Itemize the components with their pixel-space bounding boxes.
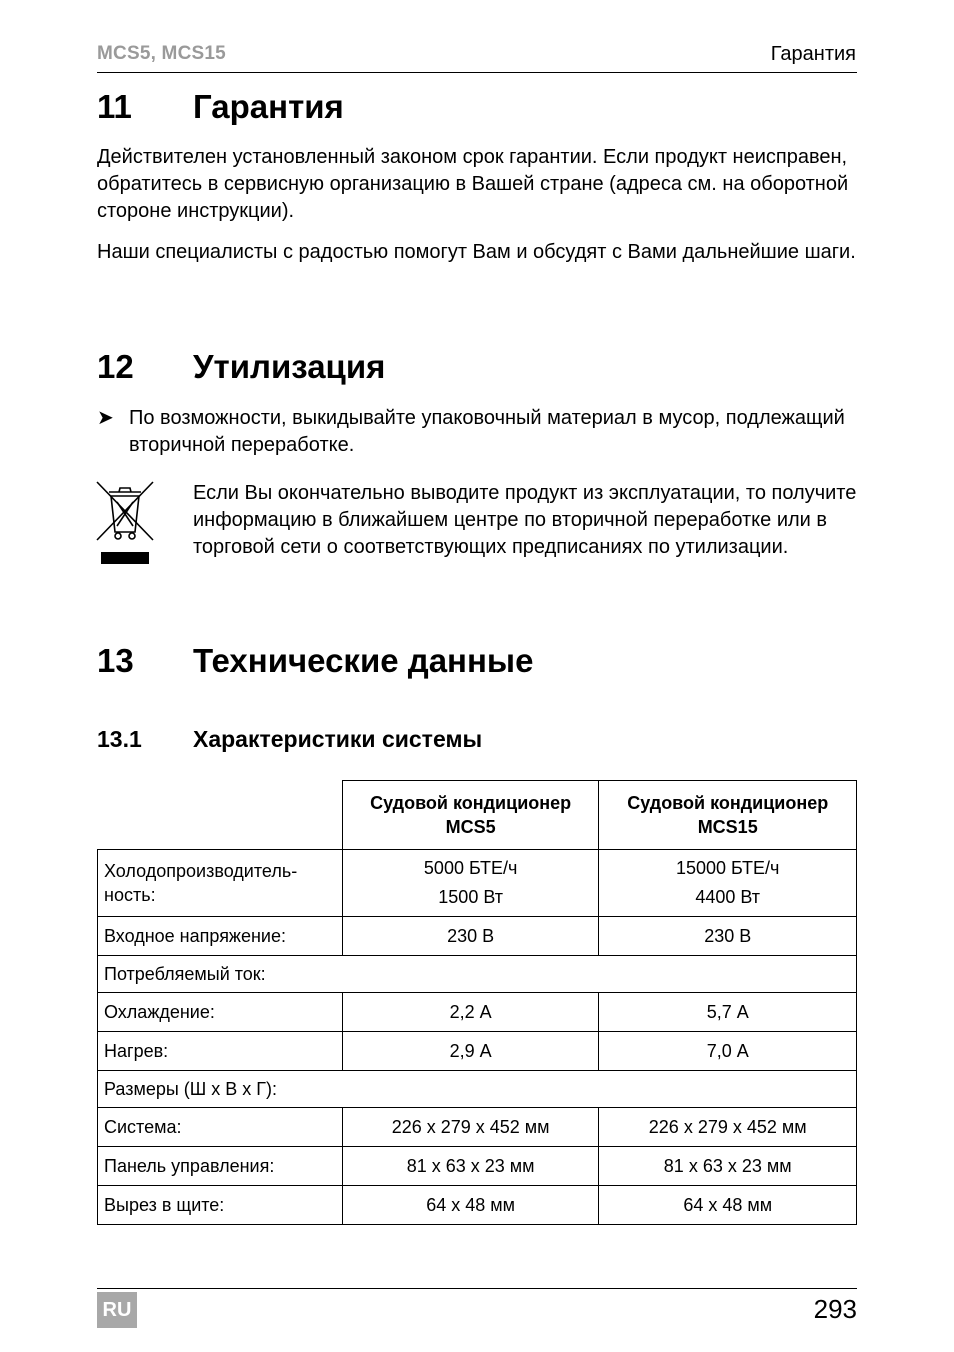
table-row: [98, 1108, 857, 1147]
input-voltage-mcs15: 230 В: [599, 917, 857, 956]
heating-current-mcs5: 2,9 А: [342, 1032, 599, 1071]
section-11-number: 11: [97, 88, 132, 125]
dimensions-heading: Размеры (Ш x В x Г):: [98, 1071, 857, 1108]
section-11-paragraph-2: Наши специалисты с радостью помогут Вам и обсудят с Вами дальнейшие шаги.: [97, 241, 856, 263]
section-12-number: 12: [97, 348, 134, 385]
header-model: MCS5, MCS15: [97, 43, 226, 64]
disposal-bullet-text: По возможности, выкидывайте упаковочный материал в мусор, подлежащий вторичной переработке.: [129, 407, 845, 456]
section-12-title: Утилизация: [193, 348, 386, 385]
arrow-bullet-icon: ➤: [97, 407, 114, 429]
table-row: [98, 1032, 857, 1071]
system-dimensions-mcs5: 226 x 279 x 452 мм: [342, 1108, 599, 1147]
control-panel-mcs5: 81 x 63 x 23 мм: [342, 1147, 599, 1186]
control-panel-label: Панель управления:: [98, 1147, 343, 1186]
input-voltage-label: Входное напряжение:: [98, 917, 343, 956]
language-badge: RU: [97, 1292, 137, 1328]
header-section: Гарантия: [770, 43, 856, 65]
input-voltage-mcs5: 230 В: [342, 917, 599, 956]
table-row: [98, 993, 857, 1032]
specifications-table: [97, 780, 857, 1225]
current-consumption-heading: Потребляемый ток:: [98, 956, 857, 993]
section-11-title: Гарантия: [193, 88, 344, 125]
section-11-paragraph-1: Действителен установленный законом срок гарантии. Если продукт неисправен, обратитесь в сервисную организацию в Вашей стране (адреса см. на оборотной стороне инструкции).: [97, 146, 849, 222]
table-row: [98, 1186, 857, 1225]
crossed-out-wheelie-bin-icon: [95, 480, 155, 566]
system-dimensions-label: Система:: [98, 1108, 343, 1147]
table-row: [98, 850, 857, 917]
heating-current-mcs15: 7,0 А: [599, 1032, 857, 1071]
table-header-row: [98, 781, 857, 850]
panel-cutout-mcs15: 64 x 48 мм: [599, 1186, 857, 1225]
table-row: [98, 917, 857, 956]
table-row: [98, 1147, 857, 1186]
control-panel-mcs15: 81 x 63 x 23 мм: [599, 1147, 857, 1186]
section-13-heading: [97, 642, 533, 680]
section-12-heading: [97, 348, 385, 386]
footer-rule: [97, 1288, 857, 1289]
cooling-capacity-label: Холодопроизводитель-ность:: [98, 850, 343, 917]
header-rule: [97, 72, 857, 73]
cooling-capacity-mcs15: 15000 БТЕ/ч 4400 Вт: [599, 850, 857, 917]
page-number: 293: [813, 1294, 857, 1324]
panel-cutout-label: Вырез в щите:: [98, 1186, 343, 1225]
table-row: [98, 956, 857, 993]
column-header-mcs15: Судовой кондиционер MCS15: [599, 781, 857, 850]
cooling-current-mcs15: 5,7 А: [599, 993, 857, 1032]
section-13-title: Технические данные: [193, 642, 534, 679]
section-13-1-title: Характеристики системы: [193, 726, 483, 752]
heating-current-label: Нагрев:: [98, 1032, 343, 1071]
table-row: [98, 1071, 857, 1108]
cooling-capacity-mcs5: 5000 БТЕ/ч 1500 Вт: [342, 850, 599, 917]
system-dimensions-mcs15: 226 x 279 x 452 мм: [599, 1108, 857, 1147]
cooling-current-mcs5: 2,2 А: [342, 993, 599, 1032]
section-13-1-number: 13.1: [97, 726, 142, 752]
disposal-note: Если Вы окончательно выводите продукт из эксплуатации, то получите информацию в ближайшем центре по вторичной переработке или в торговой сети о соответствующих предписаниях по утилизации.: [193, 482, 857, 558]
section-11-heading: [97, 88, 344, 126]
table-corner-cell: [98, 781, 343, 850]
section-13-number: 13: [97, 642, 134, 679]
cooling-current-label: Охлаждение:: [98, 993, 343, 1032]
column-header-mcs5: Судовой кондиционер MCS5: [342, 781, 599, 850]
section-13-1-heading: [97, 726, 482, 753]
panel-cutout-mcs5: 64 x 48 мм: [342, 1186, 599, 1225]
